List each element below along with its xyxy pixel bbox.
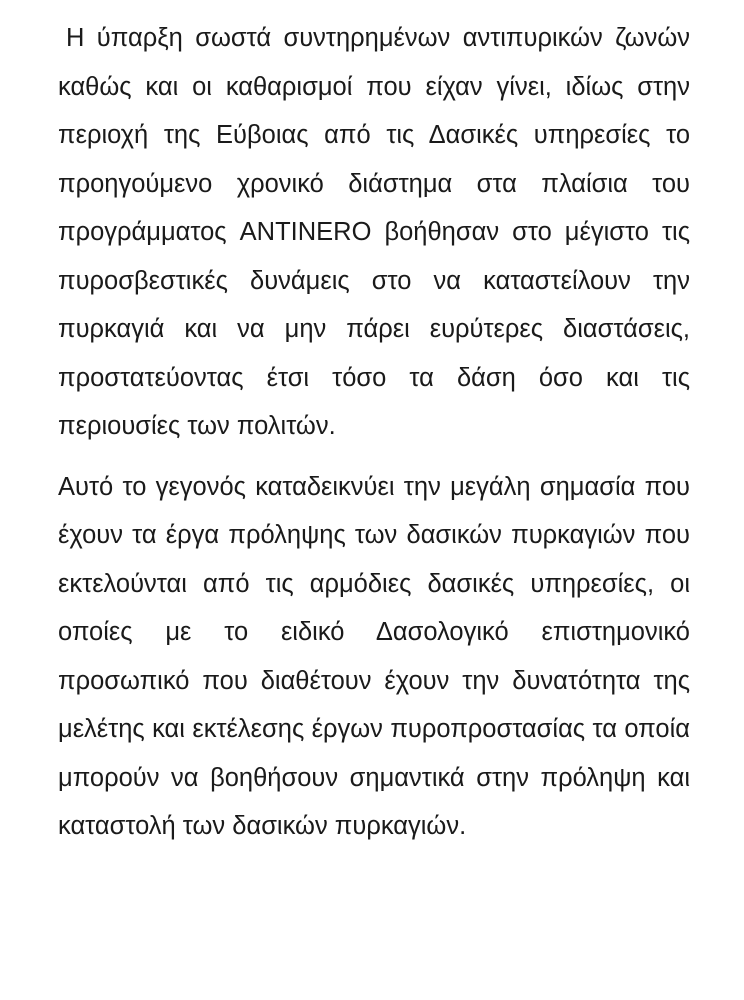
article-body xyxy=(58,14,690,851)
paragraph-firebreaks: Η ύπαρξη σωστά συντηρημένων αντιπυρικών ζωνών καθώς και οι καθαρισμοί που είχαν γίνει, ιδίως στην περιοχή της Εύβοιας από τις Δασικές υπηρεσίες το προηγούμενο χρονικό διάστημα στα πλαίσια του προγράμματος ANTINERO βοήθησαν στο μέγιστο τις πυροσβεστικές δυνάμεις στο να καταστείλουν την πυρκαγιά και να μην πάρει ευρύτερες διαστάσεις, προστατεύοντας έτσι τόσο τα δάση όσο και τις περιουσίες των πολιτών. xyxy=(58,24,690,440)
paragraph-prevention-importance: Αυτό το γεγονός καταδεικνύει την μεγάλη σημασία που έχουν τα έργα πρόληψης των δασικών πυρκαγιών που εκτελούνται από τις αρμόδιες δασικές υπηρεσίες, οι οποίες με το ειδικό Δασολογικό επιστημονικό προσωπικό που διαθέτουν έχουν την δυνατότητα της μελέτης και εκτέλεσης έργων πυροπροστασίας τα οποία μπορούν να βοηθήσουν σημαντικά στην πρόληψη και καταστολή των δασικών πυρκαγιών. xyxy=(58,472,690,840)
